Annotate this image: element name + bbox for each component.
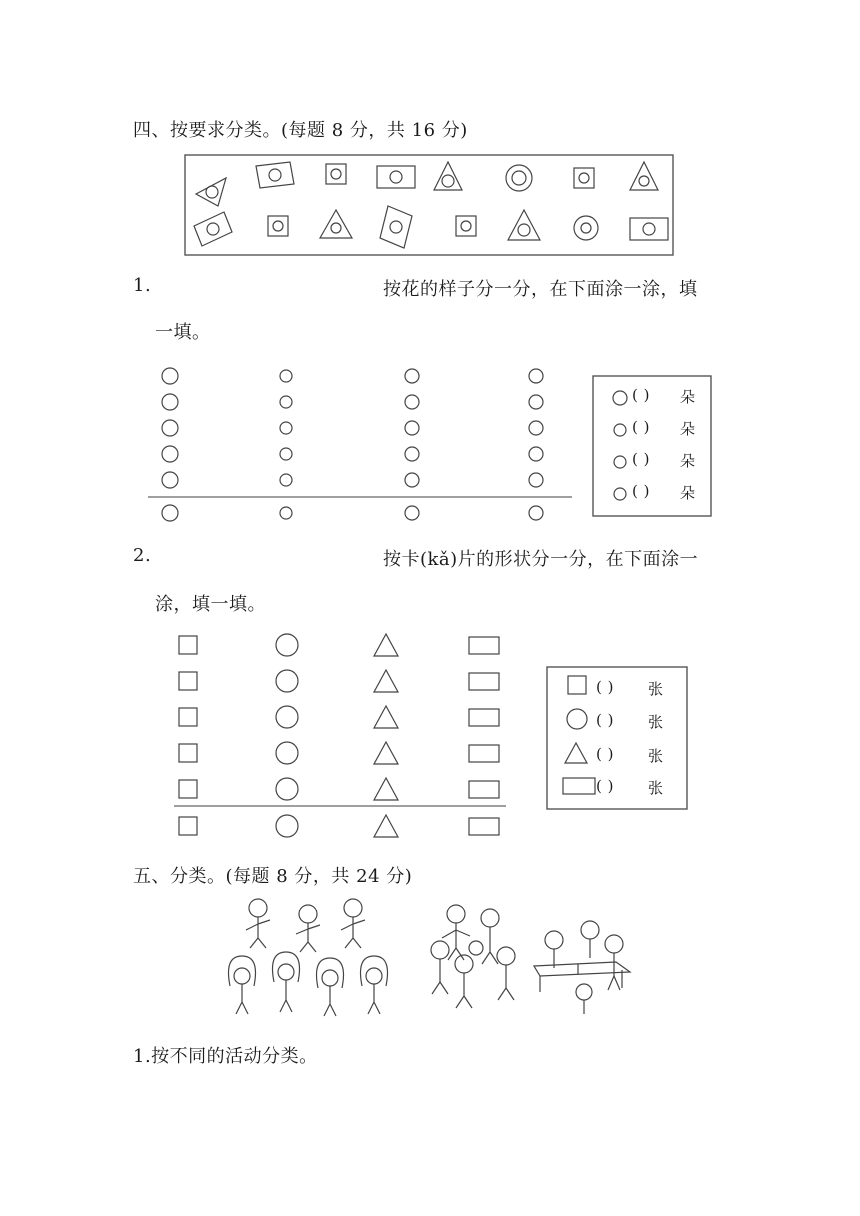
shape-tally-unit-1: 张: [648, 680, 664, 698]
flower-tally-unit-1: 朵: [680, 388, 696, 406]
flower-tally-unit-2: 朵: [680, 420, 696, 438]
cards-illustration: [184, 154, 674, 256]
flower-tally-blank-2[interactable]: ( ): [632, 418, 650, 436]
shape-tally-box: [546, 666, 688, 810]
q2-text-line2: 涂，填一填。: [155, 594, 266, 615]
flower-graph: [148, 366, 578, 526]
q2-number: 2.: [133, 545, 152, 566]
q2-text-line1: 按卡(kǎ)片的形状分一分，在下面涂一: [383, 549, 699, 570]
shape-tally-blank-3[interactable]: ( ): [596, 745, 614, 763]
q1-text-line2: 一填。: [155, 322, 211, 343]
flower-column-plain: [162, 368, 178, 521]
shape-graph: [172, 634, 512, 840]
shape-tally-blank-1[interactable]: ( ): [596, 678, 614, 696]
q1-number: 1.: [133, 275, 152, 296]
children-activities-illustration: [218, 896, 638, 1020]
shape-tally-unit-4: 张: [648, 779, 664, 797]
shape-tally-blank-2[interactable]: ( ): [596, 711, 614, 729]
table-tennis-children: [534, 921, 630, 1014]
shape-column-rectangle: [469, 637, 499, 835]
q1-text-line1: 按花的样子分一分，在下面涂一涂，填: [383, 279, 698, 300]
flower-tally-unit-4: 朵: [680, 484, 696, 502]
shape-column-square: [179, 636, 197, 835]
shape-tally-unit-2: 张: [648, 713, 664, 731]
flower-tally-blank-1[interactable]: ( ): [632, 386, 650, 404]
running-children: [246, 899, 365, 952]
basketball-children: [431, 905, 515, 1008]
shape-tally-unit-3: 张: [648, 747, 664, 765]
section5-q1-text: 1.按不同的活动分类。: [133, 1046, 318, 1067]
flower-tally-blank-4[interactable]: ( ): [632, 482, 650, 500]
shape-tally-blank-4[interactable]: ( ): [596, 777, 614, 795]
rope-skipping-children: [229, 952, 388, 1016]
flower-tally-unit-3: 朵: [680, 452, 696, 470]
flower-tally-blank-3[interactable]: ( ): [632, 450, 650, 468]
section-4-heading: 四、按要求分类。(每题 8 分，共 16 分): [133, 120, 468, 141]
section-5-heading: 五、分类。(每题 8 分，共 24 分): [133, 866, 413, 887]
